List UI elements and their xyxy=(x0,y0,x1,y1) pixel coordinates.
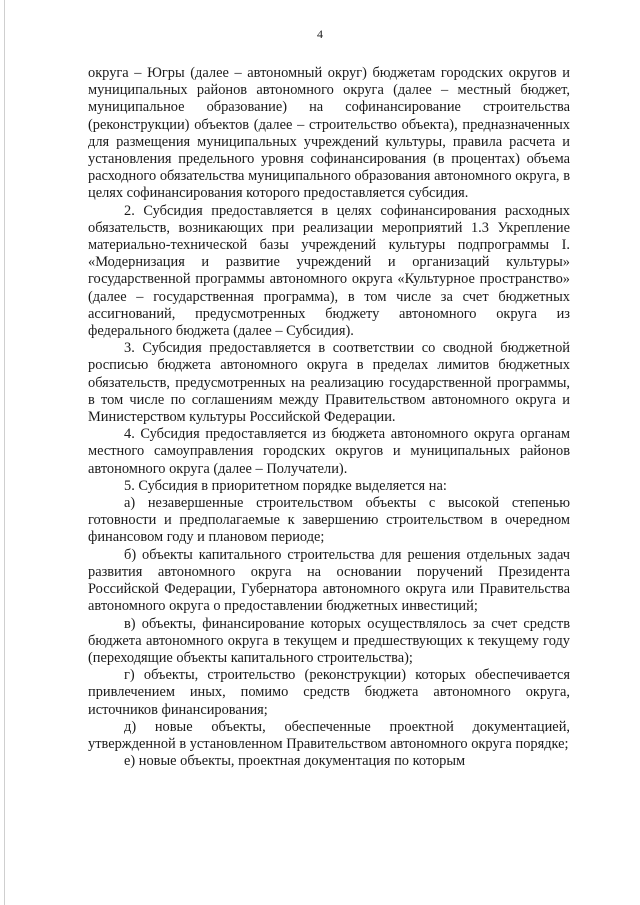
document-body xyxy=(88,65,570,770)
paragraph-subitem-b: б) объекты капитального строительства для решения отдельных задач развития автономного округа на основании поручений Президента Российской Федерации, Губернатора автономного округа или Правительства автономного округа о предоставлении бюджетных инвестиций; xyxy=(88,546,570,615)
paragraph-subitem-e: е) новые объекты, проектная документация по которым xyxy=(124,753,466,770)
paragraph-subitem-v: в) объекты, финансирование которых осуществлялось за счет средств бюджета автономного округа в текущем и предшествующих к текущему году (переходящие объекты капитального строительства); xyxy=(88,615,570,666)
paragraph-item-2: 2. Субсидия предоставляется в целях софинансирования расходных обязательств, возникающих при реализации мероприятий 1.3 Укрепление материально-технической базы учреждений культуры подпрограммы I. «Модернизация и развитие учреждений и организаций культуры» государственной программы автономного округа «Культурное пространство» (далее – государственная программа), в том числе за счет бюджетных ассигнований, предусмотренных бюджету автономного округа из федерального бюджета (далее – Субсидия). xyxy=(88,202,570,340)
page-left-edge xyxy=(4,0,5,905)
paragraph-subitem-d: д) новые объекты, обеспеченные проектной документацией, утвержденной в установленном Правительством автономного округа порядке; xyxy=(88,718,570,752)
paragraph-item-4: 4. Субсидия предоставляется из бюджета автономного округа органам местного самоуправления городских округов и муниципальных районов автономного округа (далее – Получатели). xyxy=(88,426,570,477)
paragraph-item-5: 5. Субсидия в приоритетном порядке выделяется на: xyxy=(124,477,447,494)
paragraph-continuation: округа – Югры (далее – автономный округ) бюджетам городских округов и муниципальных районов автономного округа (далее – местный бюджет, муниципальное образование) на софинансирование строительства (реконструкции) объектов (далее – строительство объекта), предназначенных для размещения муниципальных учреждений культуры, правила расчета и установления предельного уровня софинансирования (в процентах) объема расходного обязательства муниципального образования автономного округа, в целях софинансирования которого предоставляется субсидия. xyxy=(88,65,570,202)
paragraph-subitem-g: г) объекты, строительство (реконструкции) которых обеспечивается привлечением иных, помимо средств бюджета автономного округа, источников финансирования; xyxy=(88,667,570,718)
page-number: 4 xyxy=(317,27,323,41)
paragraph-item-3: 3. Субсидия предоставляется в соответствии со сводной бюджетной росписью бюджета автономного округа в пределах лимитов бюджетных обязательств, предусмотренных на реализацию государственной программы, в том числе по соглашениям между Правительством автономного округа и Министерством культуры Российской Федерации. xyxy=(88,340,570,426)
paragraph-subitem-a: а) незавершенные строительством объекты с высокой степенью готовности и предполагаемые к завершению строительством в очередном финансовом году и плановом периоде; xyxy=(88,495,570,546)
